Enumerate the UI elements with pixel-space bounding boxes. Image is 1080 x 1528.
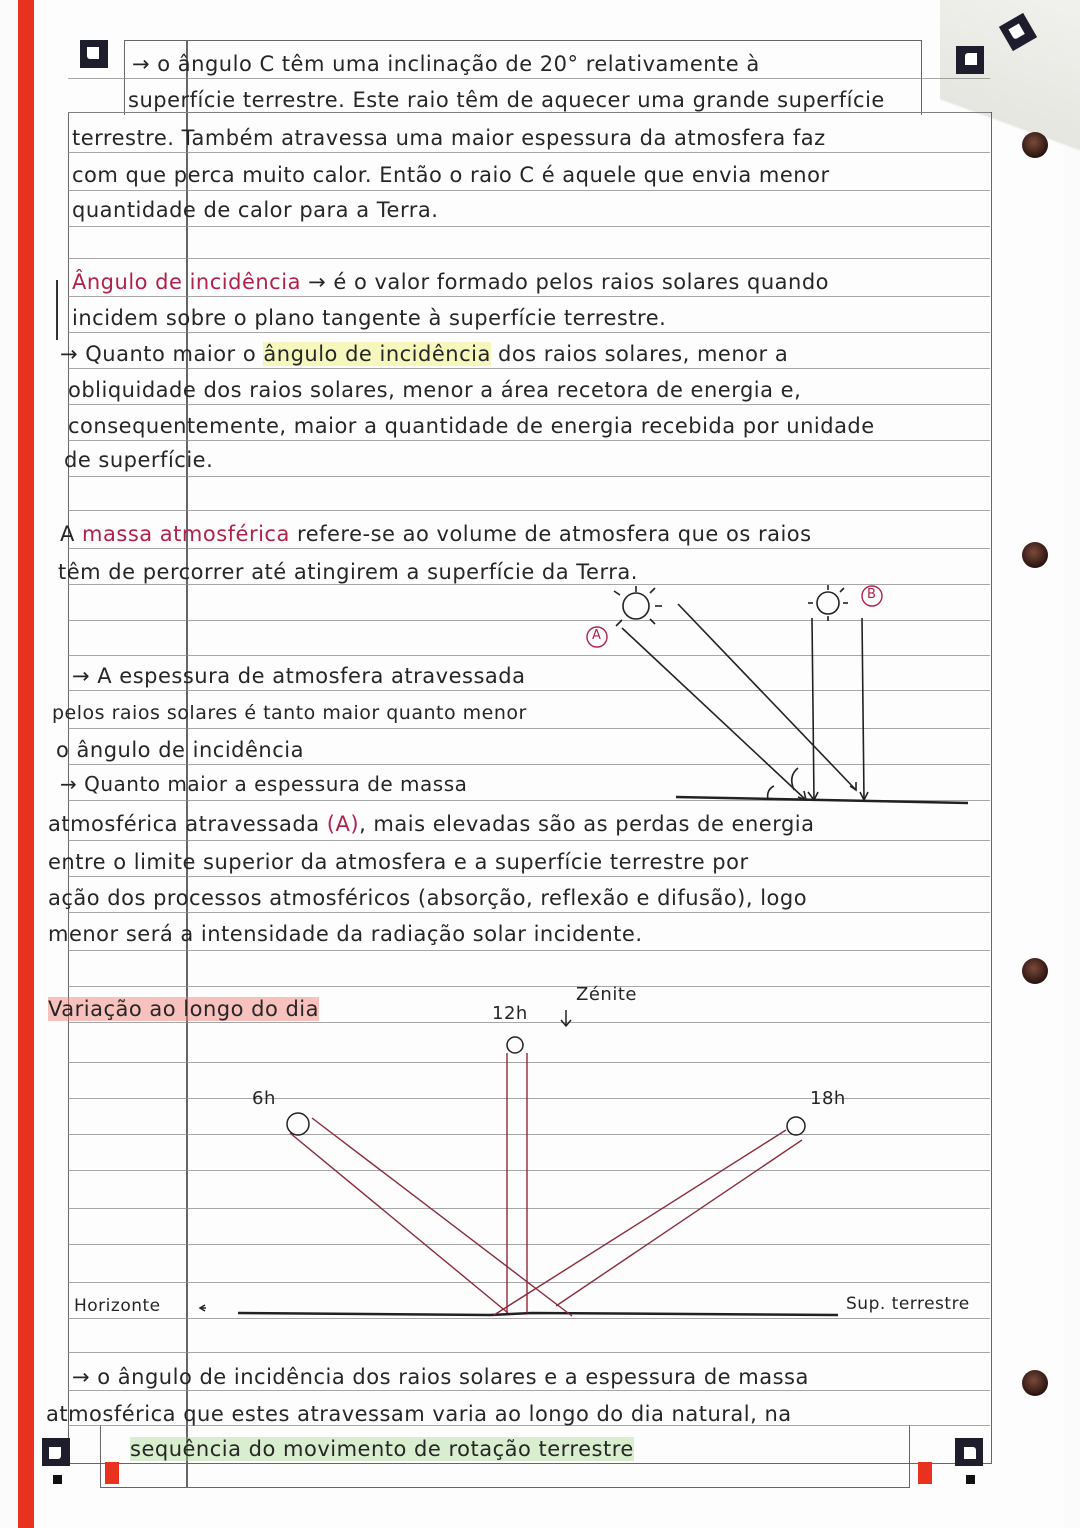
text-line: A massa atmosférica refere-se ao volume de atmosfera que os raios: [60, 522, 812, 546]
punch-hole-icon: [1022, 542, 1048, 568]
term-incidence-angle: Ângulo de incidência: [72, 270, 301, 294]
text-line: → o ângulo C têm uma inclinação de 20° relativamente à: [132, 52, 760, 76]
text-line: de superfície.: [64, 448, 214, 472]
term-air-mass: massa atmosférica: [82, 522, 290, 546]
text-line: superfície terrestre. Este raio têm de aquecer uma grande superfície: [128, 88, 885, 112]
text-line: o ângulo de incidência: [56, 738, 304, 762]
text-line: → Quanto maior a espessura de massa: [60, 772, 468, 796]
text-line: obliquidade dos raios solares, menor a área recetora de energia e,: [68, 378, 802, 402]
text-line: sequência do movimento de rotação terrestre: [130, 1437, 634, 1461]
scan-dot-bottom-right-icon: [966, 1475, 975, 1484]
text-line: Ângulo de incidência → é o valor formado pelos raios solares quando: [72, 270, 830, 294]
text-line: → Quanto maior o ângulo de incidência dos raios solares, menor a: [60, 342, 789, 366]
scan-marker-top-right-icon: [956, 46, 984, 74]
punch-hole-icon: [1022, 958, 1048, 984]
text-line: quantidade de calor para a Terra.: [72, 198, 439, 222]
diagram-label-b: B: [867, 587, 877, 602]
text-line: pelos raios solares é tanto maior quanto menor: [52, 702, 527, 724]
red-tab-left-icon: [105, 1462, 119, 1484]
diagram-label-a: A: [592, 628, 602, 643]
scan-marker-bottom-right-icon: [955, 1438, 983, 1466]
highlighted-phrase: ângulo de incidência: [263, 342, 491, 366]
time-label-noon: 12h: [492, 1003, 528, 1024]
text-line: atmosférica que estes atravessam varia ao longo do dia natural, na: [46, 1402, 792, 1426]
text-line: consequentemente, maior a quantidade de energia recebida por unidade: [68, 414, 875, 438]
red-tab-right-icon: [918, 1462, 932, 1484]
zenith-label: Zénite: [576, 984, 637, 1005]
section-heading: Variação ao longo do dia: [48, 997, 320, 1021]
time-label-morning: 6h: [252, 1088, 276, 1109]
text-line: terrestre. Também atravessa uma maior espessura da atmosfera faz: [72, 126, 826, 150]
text-line: têm de percorrer até atingirem a superfície da Terra.: [58, 560, 638, 584]
bracket-line: [56, 280, 58, 340]
text-line: → A espessura de atmosfera atravessada: [72, 664, 526, 688]
text-line: atmosférica atravessada (A), mais elevadas são as perdas de energia: [48, 812, 815, 836]
text-line: → o ângulo de incidência dos raios solares e a espessura de massa: [72, 1365, 809, 1389]
text-line: menor será a intensidade da radiação solar incidente.: [48, 922, 643, 946]
scan-dot-bottom-left-icon: [53, 1475, 62, 1484]
text-line: entre o limite superior da atmosfera e a superfície terrestre por: [48, 850, 749, 874]
text-line: incidem sobre o plano tangente à superfície terrestre.: [72, 306, 667, 330]
punch-hole-icon: [1022, 132, 1048, 158]
surface-label: Sup. terrestre: [846, 1294, 970, 1314]
text-line: ação dos processos atmosféricos (absorção, reflexão e difusão), logo: [48, 886, 808, 910]
punch-hole-icon: [1022, 1370, 1048, 1396]
scan-marker-top-left-icon: [80, 40, 108, 68]
text-line: com que perca muito calor. Então o raio C é aquele que envia menor: [72, 163, 830, 187]
time-label-evening: 18h: [810, 1088, 846, 1109]
scan-marker-bottom-left-icon: [42, 1438, 70, 1466]
horizon-label: Horizonte: [74, 1296, 161, 1316]
notebook-edge-stripe: [18, 0, 34, 1528]
